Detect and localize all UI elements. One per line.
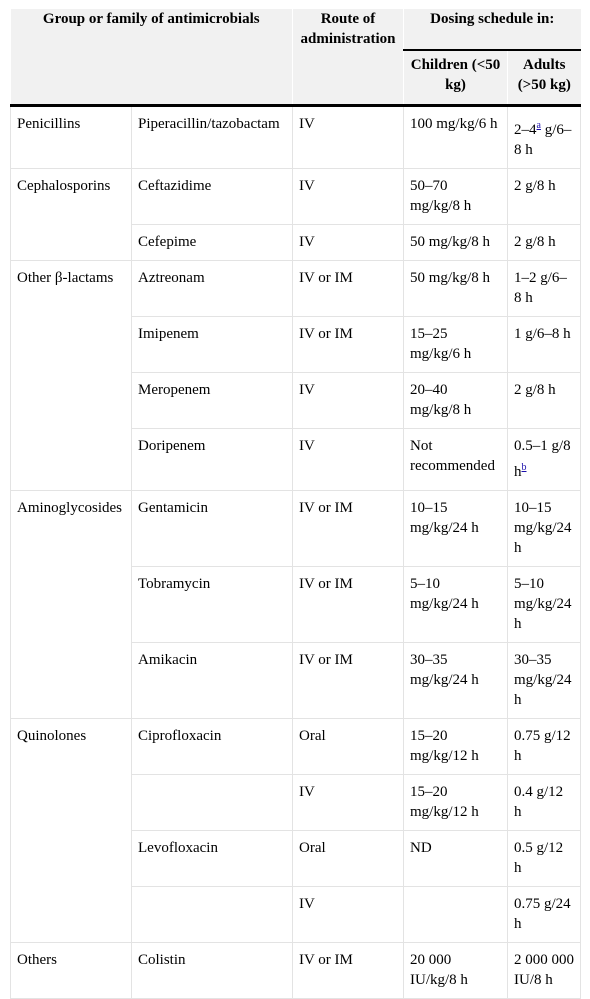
children-dose-cell: Not recommended [404,429,508,491]
adults-dose-cell: 30–35 mg/kg/24 h [508,643,581,719]
drug-cell: Amikacin [132,643,293,719]
route-cell: IV [293,169,404,225]
header-route: Route of administration [293,9,404,106]
adults-dose-cell: 2 g/8 h [508,373,581,429]
drug-cell: Imipenem [132,317,293,373]
adults-dose-cell: 0.4 g/12 h [508,775,581,831]
route-cell: IV or IM [293,643,404,719]
children-dose-cell: 20–40 mg/kg/8 h [404,373,508,429]
adults-dose-cell: 2–4$^a$ g/6–8 h [508,106,581,169]
drug-cell: Cefepime [132,225,293,261]
drug-cell [132,775,293,831]
drug-cell: Tobramycin [132,567,293,643]
route-cell: Oral [293,719,404,775]
table-row [11,106,581,169]
children-dose-cell [404,887,508,943]
adults-dose-cell: 0.75 g/24 h [508,887,581,943]
drug-cell: Ciprofloxacin [132,719,293,775]
children-dose-cell: 50–70 mg/kg/8 h [404,169,508,225]
drug-cell: Meropenem [132,373,293,429]
route-cell: IV [293,775,404,831]
adults-dose-cell: 10–15 mg/kg/24 h [508,491,581,567]
route-cell: IV [293,429,404,491]
family-cell: Quinolones [11,719,132,943]
adults-dose-cell: 2 000 000 IU/8 h [508,943,581,999]
drug-cell: Colistin [132,943,293,999]
children-dose-cell: 50 mg/kg/8 h [404,261,508,317]
route-cell: Oral [293,831,404,887]
route-cell: IV or IM [293,261,404,317]
table-row [11,943,581,999]
footnote-link-b[interactable]: b [521,462,527,473]
header-children: Children (<50 kg) [404,50,508,106]
family-cell: Others [11,943,132,999]
adults-dose-cell: 2 g/8 h [508,225,581,261]
table-row [11,261,581,317]
family-cell: Aminoglycosides [11,491,132,719]
route-cell: IV or IM [293,317,404,373]
drug-cell: Levofloxacin [132,831,293,887]
route-cell: IV [293,106,404,169]
children-dose-cell: 10–15 mg/kg/24 h [404,491,508,567]
adults-dose-cell: 1 g/6–8 h [508,317,581,373]
adults-dose-cell: 0.75 g/12 h [508,719,581,775]
children-dose-cell: 15–20 mg/kg/12 h [404,719,508,775]
adults-dose-cell: 2 g/8 h [508,169,581,225]
route-cell: IV [293,373,404,429]
route-cell: IV or IM [293,491,404,567]
drug-cell: Gentamicin [132,491,293,567]
dosing-table [10,9,581,999]
adults-dose-cell: 0.5 g/12 h [508,831,581,887]
family-cell: Other β-lactams [11,261,132,491]
header-adults: Adults (>50 kg) [508,50,581,106]
adults-dose-cell: 5–10 mg/kg/24 h [508,567,581,643]
header-dosing: Dosing schedule in: [404,9,581,50]
table-row [11,491,581,567]
family-cell: Penicillins [11,106,132,169]
children-dose-cell: 100 mg/kg/6 h [404,106,508,169]
footnote-link-a[interactable]: a [536,120,541,131]
drug-cell: Doripenem [132,429,293,491]
drug-cell [132,887,293,943]
table-row [11,719,581,775]
children-dose-cell: 20 000 IU/kg/8 h [404,943,508,999]
table-row [11,169,581,225]
children-dose-cell: 30–35 mg/kg/24 h [404,643,508,719]
family-cell: Cephalosporins [11,169,132,261]
drug-cell: Aztreonam [132,261,293,317]
route-cell: IV or IM [293,943,404,999]
route-cell: IV or IM [293,567,404,643]
children-dose-cell: 15–20 mg/kg/12 h [404,775,508,831]
drug-cell: Ceftazidime [132,169,293,225]
route-cell: IV [293,887,404,943]
children-dose-cell: 15–25 mg/kg/6 h [404,317,508,373]
route-cell: IV [293,225,404,261]
drug-cell: Piperacillin/tazobactam [132,106,293,169]
children-dose-cell: 50 mg/kg/8 h [404,225,508,261]
children-dose-cell: 5–10 mg/kg/24 h [404,567,508,643]
adults-dose-cell: 0.5–1 g/8 h$^b$ [508,429,581,491]
children-dose-cell: ND [404,831,508,887]
header-group: Group or family of antimicrobials [11,9,293,106]
adults-dose-cell: 1–2 g/6–8 h [508,261,581,317]
